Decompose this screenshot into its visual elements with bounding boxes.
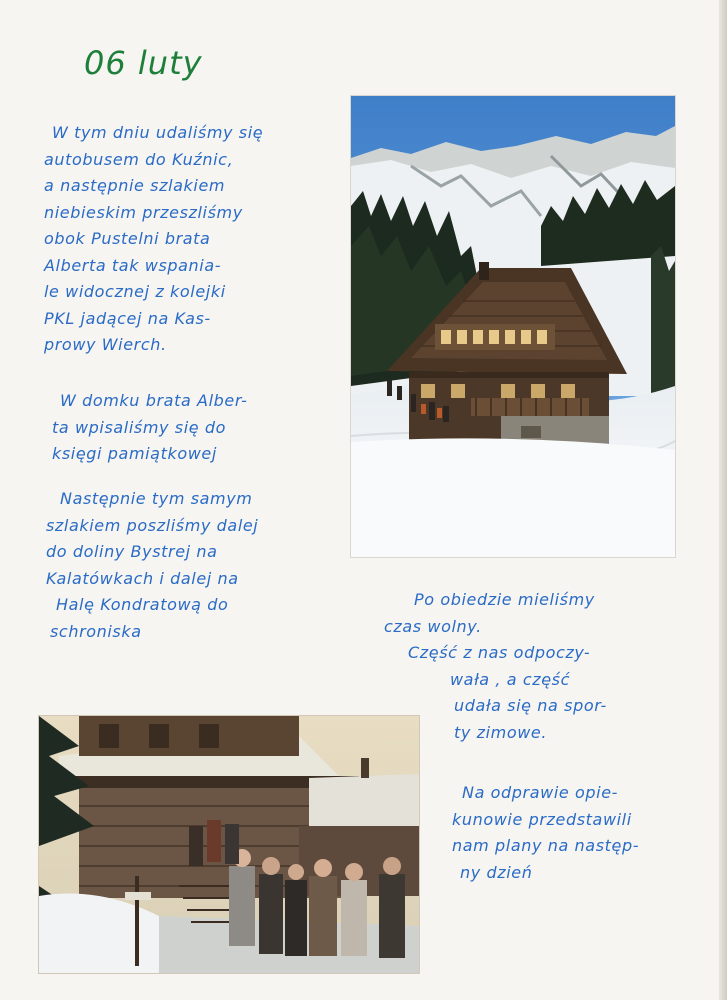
text-line: Część z nas odpoczy- bbox=[408, 643, 591, 662]
text-line: obok Pustelni brata bbox=[44, 229, 211, 248]
text-line: ta wpisaliśmy się do bbox=[52, 417, 227, 437]
text-line: a następnie szlakiem bbox=[44, 176, 226, 195]
paragraph-trail-to-hala bbox=[46, 486, 258, 645]
page-title: 06 luty bbox=[84, 44, 203, 82]
text-line: wała , a część bbox=[450, 669, 571, 689]
text-line: księgi pamiątkowej bbox=[52, 444, 217, 463]
text-line: le widocznej z kolejki bbox=[44, 282, 226, 301]
text-line: Po obiedzie mieliśmy bbox=[414, 590, 595, 609]
text-line: Następnie tym samym bbox=[60, 489, 253, 508]
paragraph-guest-book bbox=[52, 388, 248, 468]
text-line: nam plany na następ- bbox=[452, 836, 640, 855]
text-line: niebieskim przeszliśmy bbox=[44, 202, 243, 222]
text-line: udała się na spor- bbox=[454, 696, 607, 715]
text-line: autobusem do Kuźnic, bbox=[44, 149, 234, 169]
text-line: Halę Kondratową do bbox=[56, 595, 229, 614]
text-line: Alberta tak wspania- bbox=[44, 255, 222, 275]
text-line: prowy Wierch. bbox=[44, 335, 167, 354]
mountain-hut-photo bbox=[351, 96, 675, 557]
text-line: czas wolny. bbox=[384, 616, 482, 636]
page-edge bbox=[719, 0, 727, 1000]
paragraph-trip-to-kuznice bbox=[44, 120, 263, 359]
text-line: ty zimowe. bbox=[454, 722, 548, 742]
text-line: kunowie przedstawili bbox=[452, 809, 632, 829]
text-line: W tym dniu udaliśmy się bbox=[52, 123, 264, 142]
group-outside-shelter-photo bbox=[39, 716, 419, 973]
text-line: szlakiem poszliśmy dalej bbox=[46, 515, 259, 535]
text-line: Na odprawie opie- bbox=[462, 783, 619, 802]
text-line: do doliny Bystrej na bbox=[46, 542, 218, 561]
text-line: schroniska bbox=[50, 621, 142, 641]
text-line: Kalatówkach i dalej na bbox=[46, 568, 239, 588]
paragraph-briefing bbox=[452, 780, 639, 886]
text-line: ny dzień bbox=[460, 862, 533, 882]
text-line: PKL jadącej na Kas- bbox=[44, 308, 211, 328]
text-line: W domku brata Alber- bbox=[60, 391, 248, 410]
